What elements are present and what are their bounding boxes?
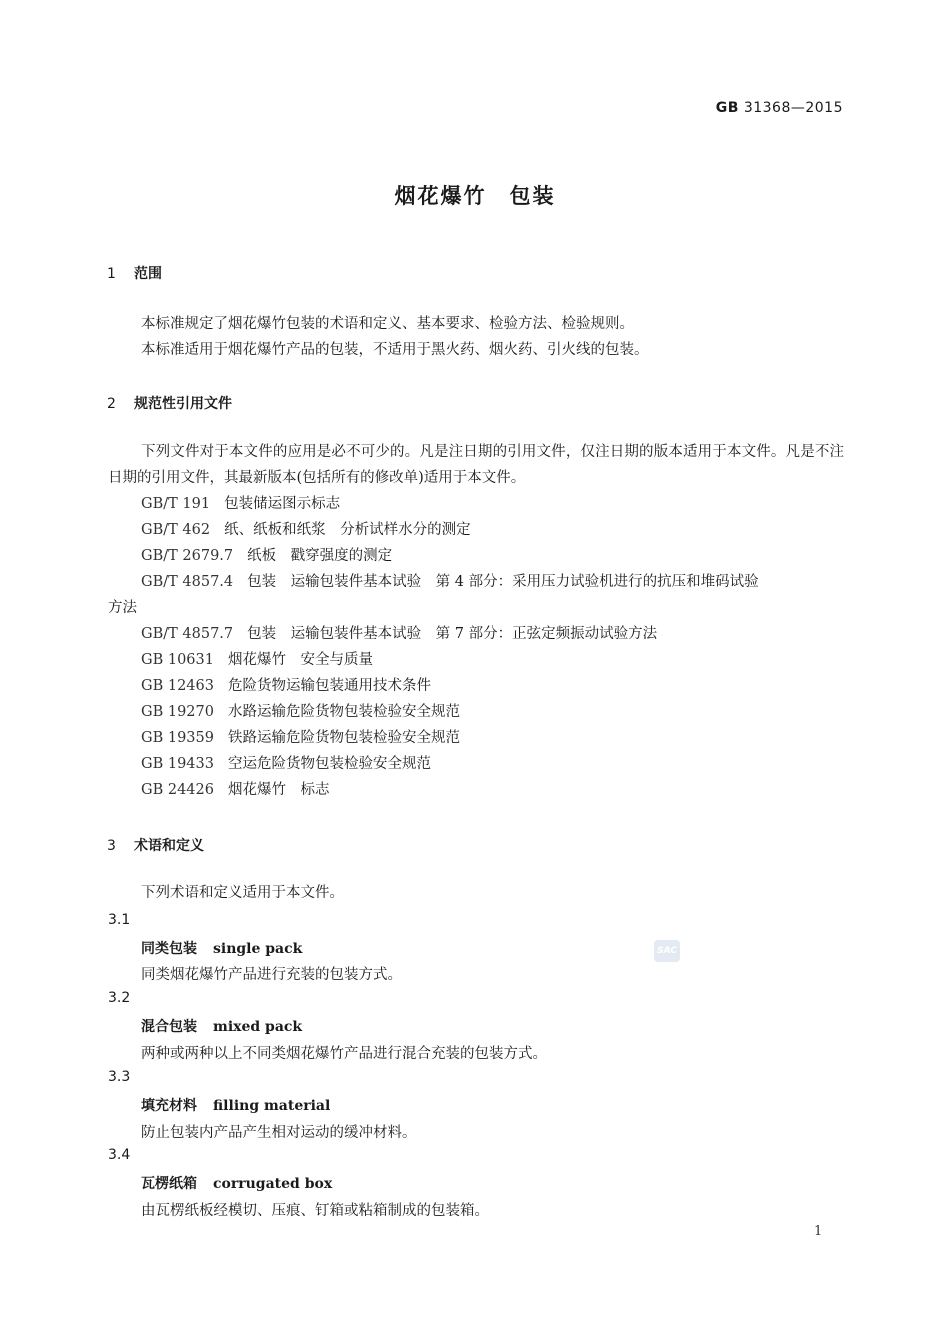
reference-item <box>141 543 392 569</box>
term-number: 3.1 <box>108 912 131 928</box>
term-name <box>141 1016 302 1036</box>
reference-code: GB/T 462 <box>141 522 211 538</box>
reference-title: 纸、纸板和纸浆 分析试样水分的测定 <box>224 522 471 538</box>
reference-item <box>141 517 471 543</box>
page-number: 1 <box>814 1224 823 1239</box>
term-number: 3.2 <box>108 990 131 1006</box>
reference-code: GB 19433 <box>141 756 214 772</box>
reference-item <box>141 647 373 673</box>
reference-item <box>141 569 759 595</box>
section-2-heading <box>107 393 232 413</box>
reference-title: 危险货物运输包装通用技术条件 <box>227 678 431 694</box>
reference-item <box>141 491 340 517</box>
section-title: 范围 <box>134 266 162 282</box>
document-title: 烟花爆竹 包装 <box>394 184 556 208</box>
sac-watermark-logo: SAC <box>654 940 680 962</box>
term-definition: 防止包装内产品产生相对运动的缓冲材料。 <box>141 1125 417 1141</box>
reference-title: 纸板 戳穿强度的测定 <box>247 548 393 564</box>
reference-title: 铁路运输危险货物包装检验安全规范 <box>227 730 460 746</box>
terms-intro: 下列术语和定义适用于本文件。 <box>141 885 344 901</box>
reference-title: 空运危险货物包装检验安全规范 <box>227 756 431 772</box>
term-name-en: filling material <box>213 1098 331 1114</box>
reference-item <box>141 673 431 699</box>
references-intro: 下列文件对于本文件的应用是必不可少的。凡是注日期的引用文件，仅注日期的版本适用于本文件。凡是不注日期的引用文件，其最新版本(包括所有的修改单)适用于本文件。 <box>108 444 844 486</box>
section-1-heading <box>107 263 162 283</box>
reference-code: GB 19270 <box>141 704 214 720</box>
term-name-zh: 同类包装 <box>141 941 197 957</box>
term-name <box>141 1095 330 1115</box>
reference-code: GB 12463 <box>141 678 214 694</box>
section-number: 3 <box>107 838 116 854</box>
reference-code: GB 24426 <box>141 782 214 798</box>
term-name-zh: 瓦楞纸箱 <box>141 1176 197 1192</box>
term-name-zh: 填充材料 <box>141 1098 197 1114</box>
section-number: 2 <box>107 396 116 412</box>
standard-number: 31368—2015 <box>743 100 843 116</box>
term-name <box>141 938 302 958</box>
term-name <box>141 1173 332 1193</box>
reference-code: GB 10631 <box>141 652 214 668</box>
reference-item <box>141 751 431 777</box>
reference-title: 包装 运输包装件基本试验 第 7 部分：正弦定频振动试验方法 <box>247 626 658 642</box>
reference-title: 烟花爆竹 安全与质量 <box>227 652 373 668</box>
term-definition: 同类烟花爆竹产品进行充装的包装方式。 <box>141 967 402 983</box>
standard-code <box>716 100 843 116</box>
reference-code: GB/T 4857.4 <box>141 574 234 590</box>
term-name-zh: 混合包装 <box>141 1019 197 1035</box>
reference-item <box>141 699 460 725</box>
term-number: 3.3 <box>108 1069 131 1085</box>
term-name-en: mixed pack <box>213 1019 303 1035</box>
reference-code: GB/T 191 <box>141 496 211 512</box>
reference-title: 包装储运图示标志 <box>224 496 341 512</box>
reference-title: 水路运输危险货物包装检验安全规范 <box>227 704 460 720</box>
section-3-heading <box>107 835 204 855</box>
term-number: 3.4 <box>108 1147 131 1163</box>
term-definition: 由瓦楞纸板经模切、压痕、钉箱或粘箱制成的包装箱。 <box>141 1203 489 1219</box>
scope-paragraph-2: 本标准适用于烟花爆竹产品的包装，不适用于黑火药、烟火药、引火线的包装。 <box>141 342 649 358</box>
reference-title: 烟花爆竹 标志 <box>227 782 330 798</box>
reference-item <box>141 777 329 803</box>
standard-prefix: GB <box>715 100 739 116</box>
section-title: 规范性引用文件 <box>134 396 232 412</box>
reference-code: GB/T 2679.7 <box>141 548 234 564</box>
term-name-en: corrugated box <box>213 1176 333 1192</box>
section-number: 1 <box>107 266 116 282</box>
reference-code: GB/T 4857.7 <box>141 626 234 642</box>
reference-title: 包装 运输包装件基本试验 第 4 部分：采用压力试验机进行的抗压和堆码试验 <box>247 574 759 590</box>
reference-code: GB 19359 <box>141 730 214 746</box>
section-title: 术语和定义 <box>134 838 204 854</box>
scope-paragraph-1: 本标准规定了烟花爆竹包装的术语和定义、基本要求、检验方法、检验规则。 <box>141 316 634 332</box>
reference-item <box>141 621 657 647</box>
reference-title-continuation: 方法 <box>108 600 137 616</box>
term-definition: 两种或两种以上不同类烟花爆竹产品进行混合充装的包装方式。 <box>141 1046 547 1062</box>
reference-item <box>141 725 460 751</box>
term-name-en: single pack <box>213 941 303 957</box>
